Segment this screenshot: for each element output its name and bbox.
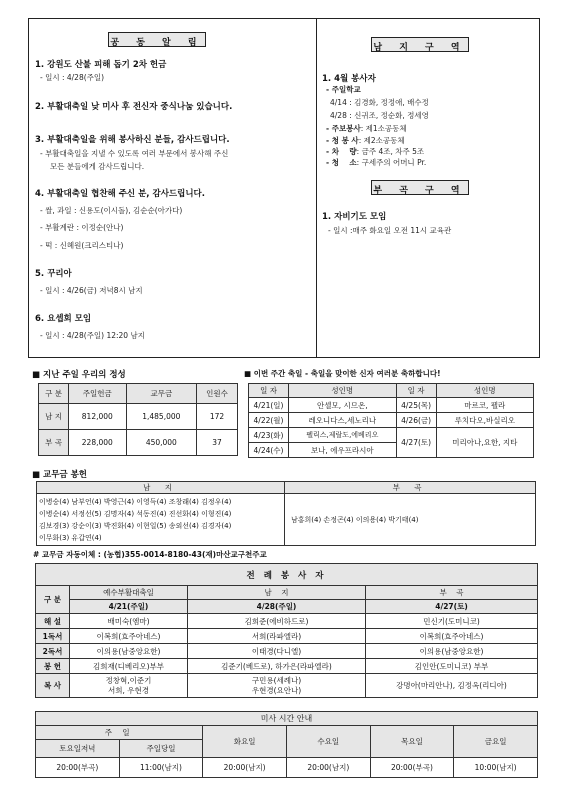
offering-table [38, 383, 238, 456]
liturgy-cell: 김준기(베드로), 하가은(라파엘라) [188, 659, 366, 674]
common-header: 공 동 알 림 [108, 32, 206, 47]
feast-names: 레오니다스,세노리나 [289, 413, 397, 428]
common-item-5-title: 5. 꾸리아 [35, 269, 72, 279]
liturgy-col-header: 예수부활대축일 [70, 586, 188, 600]
liturgy-cell: 구민용(세례나) 우현경(요안나) [188, 674, 366, 698]
liturgy-title: 전 례 봉 사 자 [36, 564, 538, 586]
namji-school-row: 4/28 : 신귀조, 정순화, 정세영 [330, 111, 429, 120]
liturgy-group-label: 구 분 [36, 586, 70, 614]
offering-cell: 37 [197, 430, 238, 456]
liturgy-date: 4/28(주일) [188, 600, 366, 614]
feast-date: 4/26(금) [396, 413, 436, 428]
offering-cell: 172 [197, 404, 238, 430]
mass-time: 20:00(부곡) [370, 758, 454, 778]
column-divider [316, 18, 317, 358]
liturgy-cell: 김희재(디베리오)부부 [70, 659, 188, 674]
mass-time: 20:00(남지) [203, 758, 287, 778]
feast-names: 미리아나,요한, 지타 [436, 428, 533, 458]
liturgy-cell: 서희(라파엘라) [188, 629, 366, 644]
namji-role-label: - 청 봉 사 [326, 136, 359, 145]
namji-title: 1. 4월 봉사자 [322, 74, 376, 84]
namji-role-value: : 제1소공동체 [360, 124, 407, 133]
namji-role [326, 146, 424, 157]
namji-header: 남 지 구 역 [371, 37, 469, 52]
feast-names: 보나, 에우프라시아 [289, 443, 397, 458]
namji-role-value: : 제2소공동체 [358, 136, 405, 145]
common-item-5-line: - 일시 : 4/26(금) 저녁8시 남지 [40, 286, 143, 295]
offering-cell: 228,000 [69, 430, 127, 456]
feast-header: 일 자 [249, 384, 289, 398]
offering-header: 교무금 [126, 384, 196, 404]
bugok-header: 부 곡 구 역 [371, 180, 469, 195]
feast-names: 안셀모, 시므온, [289, 398, 397, 413]
kyomu-title: ■ 교무금 봉헌 [32, 470, 88, 480]
kyomu-header: 부 곡 [285, 482, 536, 494]
common-item-4-line: - 쌀, 과일 : 신용도(이시돌), 김순순(아가다) [40, 206, 183, 215]
feast-table [248, 383, 534, 458]
mass-time: 11:00(남지) [119, 758, 203, 778]
offering-cell: 450,000 [126, 430, 196, 456]
feast-date: 4/25(목) [396, 398, 436, 413]
offering-row-label: 부 곡 [39, 430, 69, 456]
mass-title: 미사 시간 안내 [36, 712, 538, 726]
feast-names: 펠릭스,제랄도,에베리오 [289, 428, 397, 443]
liturgy-cell: 김희준(에비하드로) [188, 614, 366, 629]
offering-header: 인원수 [197, 384, 238, 404]
liturgy-cell: 이태경(다니엘) [188, 644, 366, 659]
feast-title: ■ 이번 주간 축일 - 축일을 맞이한 신자 여러분 축하합니다! [244, 369, 441, 378]
mass-day: 금요일 [454, 726, 538, 758]
offering-header: 구 분 [39, 384, 69, 404]
mass-time: 20:00(부곡) [36, 758, 120, 778]
feast-header: 성인명 [436, 384, 533, 398]
common-item-4-line: - 떡 : 신혜원(크리스티나) [40, 241, 124, 250]
common-item-6-line: - 일시 : 4/28(주일) 12:20 남지 [40, 331, 145, 340]
bugok-title: 1. 자비기도 모임 [322, 212, 387, 222]
namji-role-value: : 금주 4조, 차주 5조 [356, 147, 425, 156]
namji-role [326, 157, 426, 168]
feast-header: 일 자 [396, 384, 436, 398]
liturgy-table [35, 563, 538, 698]
bugok-line: - 일시 :매주 화요일 오전 11시 교육관 [328, 226, 452, 235]
liturgy-cell: 이복희(효주아네스) [70, 629, 188, 644]
kyomu-namji-line: 김보경(3) 강순이(3) 박진화(4) 이현일(5) 송외선(4) 김경자(4) [39, 521, 232, 530]
kyomu-bugok-cell: 남홍희(4) 손정곤(4) 이의용(4) 박기태(4) [285, 494, 536, 546]
offering-header: 주일헌금 [69, 384, 127, 404]
offering-row-label: 남 지 [39, 404, 69, 430]
mass-sunday-label: 주 일 [36, 726, 203, 740]
feast-date: 4/27(토) [396, 428, 436, 458]
common-item-3-line: - 부활대축일을 지낼 수 있도록 여러 부문에서 봉사해 주신 [40, 149, 229, 158]
common-item-4-title: 4. 부활대축일 협찬해 주신 분, 감사드립니다. [35, 189, 205, 199]
kyomu-namji-line: 이무화(3) 유갑연(4) [39, 533, 102, 542]
liturgy-row-label: 1독서 [36, 629, 70, 644]
common-item-3-title: 3. 부활대축일을 위해 봉사하신 분들, 감사드립니다. [35, 135, 230, 145]
liturgy-cell: 이복희(효주아네스) [366, 629, 538, 644]
common-item-2-title: 2. 부활대축일 낮 미사 후 전신자 중식나눔 있습니다. [35, 102, 233, 112]
mass-day: 목요일 [370, 726, 454, 758]
common-item-4-line: - 부활계란 : 이정순(안나) [40, 223, 124, 232]
mass-day: 주일당일 [119, 740, 203, 758]
liturgy-cell: 배미숙(엠마) [70, 614, 188, 629]
common-item-1-title: 1. 강원도 산불 피해 돕기 2차 헌금 [35, 60, 167, 70]
kyomu-namji-line: 이병숭(4) 남부언(4) 박영근(4) 이영득(4) 조창래(4) 김정우(4) [39, 497, 232, 506]
liturgy-row-label: 봉 헌 [36, 659, 70, 674]
feast-header: 성인명 [289, 384, 397, 398]
liturgy-date: 4/27(토) [366, 600, 538, 614]
feast-date: 4/21(일) [249, 398, 289, 413]
liturgy-date: 4/21(주일) [70, 600, 188, 614]
namji-role-label: - 주보봉사 [326, 124, 361, 133]
liturgy-row-label: 복 사 [36, 674, 70, 698]
mass-time: 10:00(남지) [454, 758, 538, 778]
kyomu-header: 남 지 [37, 482, 285, 494]
common-item-6-title: 6. 요셉회 모임 [35, 314, 92, 324]
offering-title: ■ 지난 주일 우리의 정성 [32, 370, 126, 380]
namji-role-label: - 청 소 [326, 158, 357, 167]
kyomu-namji-line: 이병순(4) 서정선(5) 김명자(4) 석동진(4) 진선화(4) 이형진(4) [39, 509, 232, 518]
liturgy-cell: 정창혁,이준기 서희, 우현경 [70, 674, 188, 698]
liturgy-cell: 김인안(도미니코) 부부 [366, 659, 538, 674]
namji-school-row: 4/14 : 김경화, 정정애, 배수정 [330, 98, 429, 107]
namji-role-value: : 구세주의 어머니 Pr. [356, 158, 427, 167]
kyomu-namji-cell [37, 494, 285, 546]
namji-school-label: - 주일학교 [326, 85, 361, 94]
mass-day: 수요일 [286, 726, 370, 758]
common-item-3-line: 모든 분들에게 감사드립니다. [50, 162, 145, 171]
mass-day: 토요일저녁 [36, 740, 120, 758]
liturgy-row-label: 해 설 [36, 614, 70, 629]
liturgy-row-label: 2독서 [36, 644, 70, 659]
feast-date: 4/24(수) [249, 443, 289, 458]
liturgy-cell: 이의용(남중앙요한) [70, 644, 188, 659]
mass-time: 20:00(남지) [286, 758, 370, 778]
kyomu-table [36, 481, 536, 546]
feast-date: 4/22(월) [249, 413, 289, 428]
liturgy-col-header: 남 지 [188, 586, 366, 600]
mass-table [35, 711, 538, 778]
feast-names: 마르코, 펠라 [436, 398, 533, 413]
mass-day: 화요일 [203, 726, 287, 758]
liturgy-cell: 민신기(도미니코) [366, 614, 538, 629]
offering-cell: 812,000 [69, 404, 127, 430]
namji-role [326, 123, 407, 134]
liturgy-col-header: 부 곡 [366, 586, 538, 600]
offering-cell: 1,485,000 [126, 404, 196, 430]
liturgy-cell: 강명아(마리안나), 김정옥(리디아) [366, 674, 538, 698]
liturgy-cell: 이의용(남중앙요한) [366, 644, 538, 659]
common-item-1-line: - 일시 : 4/28(주일) [40, 73, 105, 82]
account-line: # 교무금 자동이체 : (농협)355-0014-8180-43(재)마산교구천주교 [33, 550, 267, 559]
namji-role-label: - 차 량 [326, 147, 357, 156]
feast-names: 루치다오,바실리오 [436, 413, 533, 428]
namji-role [326, 135, 405, 146]
feast-date: 4/23(화) [249, 428, 289, 443]
